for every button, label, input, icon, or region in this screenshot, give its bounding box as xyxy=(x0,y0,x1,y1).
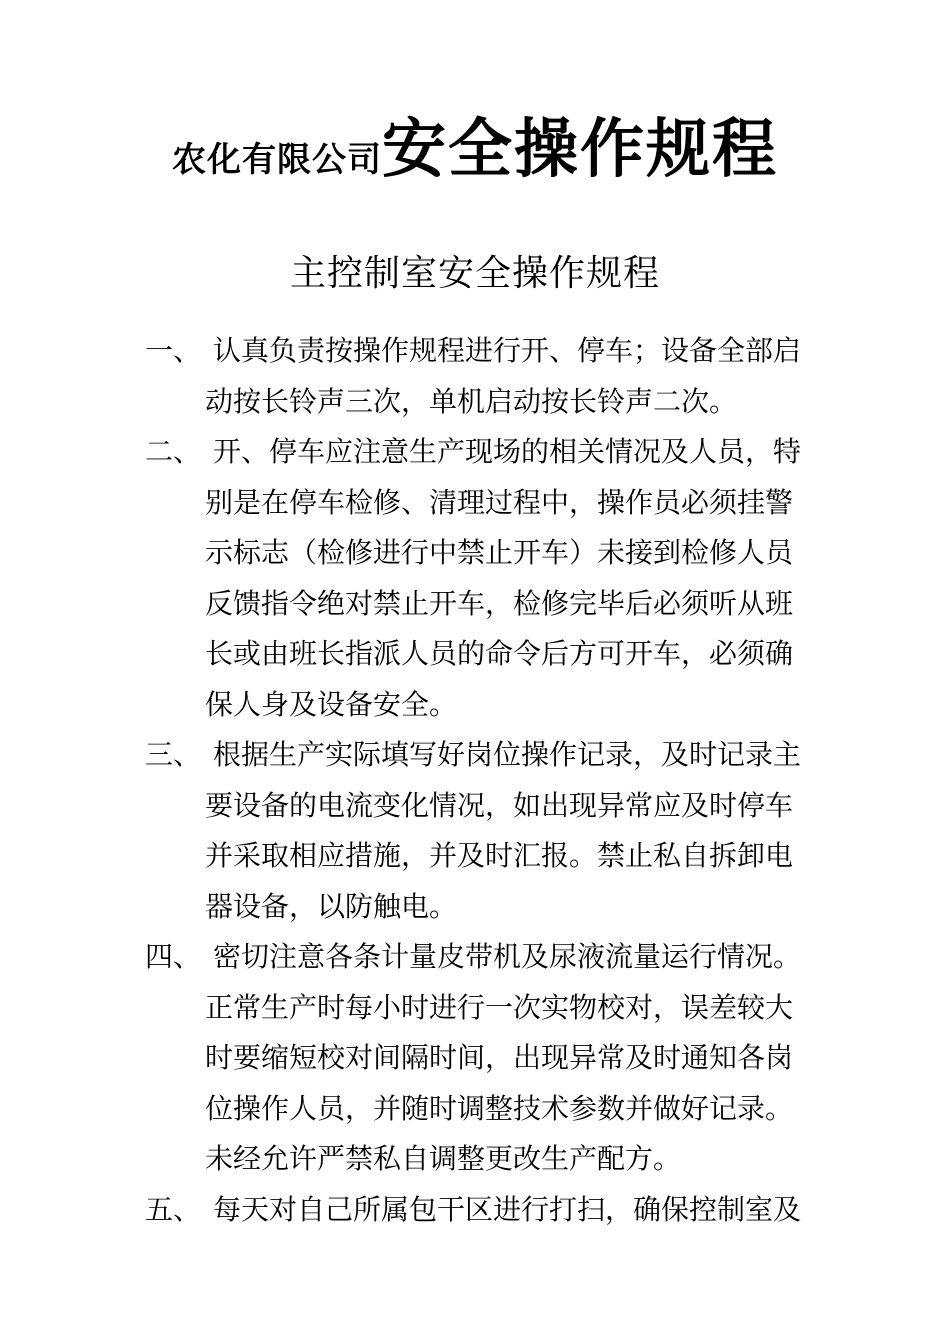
rules-list xyxy=(145,326,815,1235)
title-main: 安全操作规程 xyxy=(382,113,778,187)
title-company: 农化有限公司 xyxy=(172,140,382,180)
rule-first-line: 根据生产实际填写好岗位操作记录，及时记录主 xyxy=(213,738,802,771)
document-title xyxy=(0,113,950,187)
rule-item-5 xyxy=(145,1185,815,1236)
rule-first-line: 密切注意各条计量皮带机及尿液流量运行情况。 xyxy=(213,940,802,973)
rule-text: 动按长铃声三次，单机启动按长铃声二次。 xyxy=(205,384,738,418)
rule-item-1 xyxy=(145,326,815,427)
rule-text: 正常生产时每小时进行一次实物校对，误差较大 时要缩短校对间隔时间，出现异常及时通知各岗 位操作人员，并随时调整技术参数并做好记录。 未经允许严禁私自调整更改生产配方。 xyxy=(205,990,794,1175)
rule-text: 别是在停车检修、清理过程中，操作员必须挂警 示标志（检修进行中禁止开车）未接到检修人员 反馈指令绝对禁止开车，检修完毕后必须听从班 长或由班长指派人员的命令后方可开车，必须确 保人身及设备安全。 xyxy=(205,485,794,721)
rule-first-line: 开、停车应注意生产现场的相关情况及人员，特 xyxy=(213,435,802,468)
rule-number: 二、 xyxy=(145,435,202,468)
rule-item-3 xyxy=(145,730,815,932)
rule-item-4 xyxy=(145,932,815,1185)
rule-number: 一、 xyxy=(145,334,202,367)
section-title: 主控制室安全操作规程 xyxy=(289,253,660,294)
rule-first-line: 认真负责按操作规程进行开、停车；设备全部启 xyxy=(213,334,802,367)
rule-first-line: 每天对自己所属包干区进行打扫，确保控制室及 xyxy=(213,1192,802,1226)
rule-text: 要设备的电流变化情况，如出现异常应及时停车 并采取相应措施，并及时汇报。禁止私自拆卸电 器设备，以防触电。 xyxy=(205,788,794,923)
rule-number: 三、 xyxy=(145,738,202,771)
rule-item-2 xyxy=(145,427,815,730)
rule-number: 五、 xyxy=(145,1192,202,1226)
rule-number: 四、 xyxy=(145,940,202,973)
